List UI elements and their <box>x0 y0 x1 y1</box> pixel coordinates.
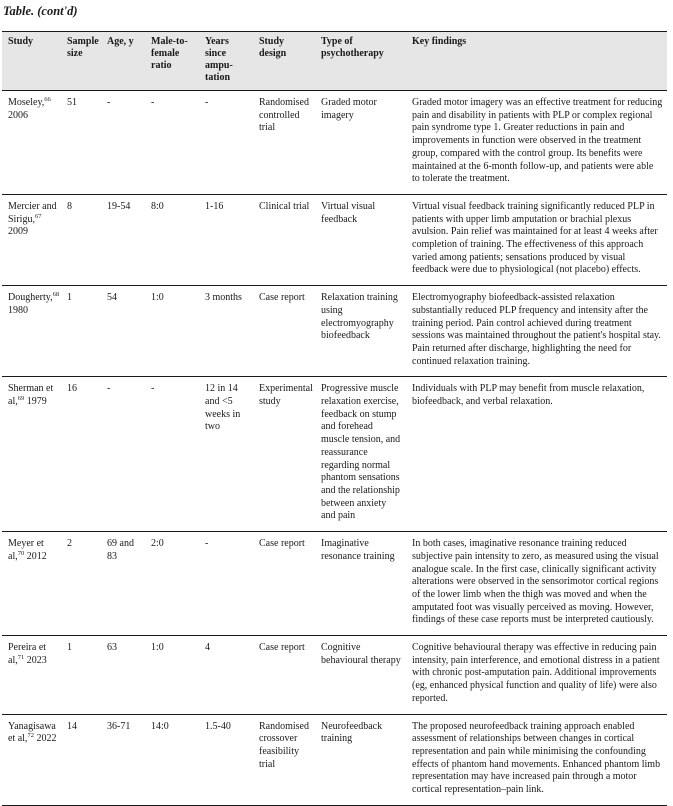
cell-ratio: 1:0 <box>145 286 199 377</box>
cell-years: - <box>199 91 253 195</box>
ref-number: 71 <box>17 653 25 661</box>
cell-therapy: Graded motor imagery <box>315 91 406 195</box>
study-year: 2009 <box>8 226 28 238</box>
study-name: Meyer et al, <box>8 538 44 562</box>
cell-age: - <box>101 377 145 532</box>
col-header-sample-size: Sample size <box>61 32 101 91</box>
cell-study <box>2 532 61 636</box>
table-row <box>2 377 667 532</box>
cell-findings: The proposed neurofeedback training approach enabled assessment of relationships between changes in cortical representation and pain while minimising the confounding effects of phantom hand movements. Enhanced phantom limb representation may have increased pain through a motor cortical representation–pain link. <box>406 714 667 805</box>
cell-sample-size: 1 <box>61 636 101 715</box>
table-row <box>2 286 667 377</box>
cell-study <box>2 286 61 377</box>
col-header-findings: Key findings <box>406 32 667 91</box>
cell-design: Case report <box>253 532 315 636</box>
table-row <box>2 636 667 715</box>
cell-sample-size: 2 <box>61 532 101 636</box>
col-header-design: Study design <box>253 32 315 91</box>
cell-findings: In both cases, imaginative resonance training reduced subjective pain intensity to zero, as measured using the visual analogue scale. In the first case, clinically significant activity alterations were observed in the sensorimotor cortical regions of the lower limb when the thigh was moved and when the amputated foot was visually perceived as moving. However, findings of these case reports must be interpreted cautiously. <box>406 532 667 636</box>
ref-number: 72 <box>27 732 34 740</box>
study-year: 2022 <box>33 733 57 745</box>
col-header-study: Study <box>2 32 61 91</box>
table-row <box>2 91 667 195</box>
cell-design: Experimental study <box>253 377 315 532</box>
cell-study <box>2 636 61 715</box>
col-header-therapy: Type of psychotherapy <box>315 32 406 91</box>
cell-therapy: Cognitive behavioural therapy <box>315 636 406 715</box>
cell-therapy: Neurofeedback training <box>315 714 406 805</box>
cell-study <box>2 194 61 285</box>
study-name: Yanagisawa et al, <box>8 720 56 745</box>
study-name: Sherman et al, <box>8 383 54 408</box>
cell-years: 1-16 <box>199 194 253 285</box>
cell-years: - <box>199 532 253 636</box>
study-year: 2006 <box>8 109 28 121</box>
study-year: 1980 <box>8 304 28 316</box>
cell-design: Clinical trial <box>253 194 315 285</box>
cell-ratio: 2:0 <box>145 532 199 636</box>
table-row <box>2 714 667 805</box>
cell-sample-size: 14 <box>61 714 101 805</box>
cell-age: 63 <box>101 636 145 715</box>
cell-ratio: 1:0 <box>145 636 199 715</box>
cell-ratio: 8:0 <box>145 194 199 285</box>
cell-ratio: - <box>145 91 199 195</box>
cell-ratio: - <box>145 377 199 532</box>
cell-years: 3 months <box>199 286 253 377</box>
cell-ratio: 14:0 <box>145 714 199 805</box>
table-caption: Table. (cont'd) <box>3 4 78 18</box>
study-name: Dougherty, <box>8 292 53 304</box>
cell-age: 19-54 <box>101 194 145 285</box>
ref-number: 66 <box>44 96 51 103</box>
cell-age: 36-71 <box>101 714 145 805</box>
col-header-age: Age, y <box>101 32 145 91</box>
ref-number: 69 <box>17 395 25 403</box>
cell-therapy: Imaginative resonance training <box>315 532 406 636</box>
study-name: Pereira et al, <box>8 642 47 666</box>
cell-findings: Cognitive behavioural therapy was effective in reducing pain intensity, pain interference, and emotional distress in a patient with chronic post-amputation pain. Additional improvements (eg, enhanced physical function and quality of life) were also reported. <box>406 636 667 715</box>
cell-findings: Virtual visual feedback training significantly reduced PLP in patients with upper limb amputation or brachial plexus avulsion. Pain relief was maintained for at least 4 weeks after completion of training. The effectiveness of this approach varied among patients; sensations produced by visual feedback were due to physiological (not placebo) effects. <box>406 194 667 285</box>
cell-therapy: Relaxation training using electromyography biofeedback <box>315 286 406 377</box>
cell-design: Randomised crossover feasibility trial <box>253 714 315 805</box>
cell-study <box>2 714 61 805</box>
header-row <box>2 32 667 91</box>
cell-therapy: Progressive muscle relaxation exercise, feedback on stump and forehead muscle tension, and reassurance regarding normal phantom sensations and the relationship between anxiety and pain <box>315 377 406 532</box>
cell-sample-size: 1 <box>61 286 101 377</box>
cell-design: Randomised controlled trial <box>253 91 315 195</box>
ref-number: 70 <box>17 549 25 557</box>
cell-findings: Electromyography biofeedback-assisted relaxation substantially reduced PLP frequency and intensity after the training period. Pain control achieved during treatment sessions was maintained throughout the patient's hospital stay. Pain returned after discharge, highlighting the need for continued relaxation training. <box>406 286 667 377</box>
cell-years: 4 <box>199 636 253 715</box>
study-year: 2023 <box>24 654 47 666</box>
study-year: 2012 <box>24 550 47 562</box>
study-year: 1979 <box>24 396 47 408</box>
cell-years: 12 in 14 and <5 weeks in two <box>199 377 253 532</box>
cell-sample-size: 16 <box>61 377 101 532</box>
cell-age: 54 <box>101 286 145 377</box>
table-row <box>2 532 667 636</box>
col-header-ratio: Male-to-female ratio <box>145 32 199 91</box>
cell-findings: Individuals with PLP may benefit from muscle relaxation, biofeedback, and verbal relaxation. <box>406 377 667 532</box>
cell-design: Case report <box>253 636 315 715</box>
cell-age: - <box>101 91 145 195</box>
cell-findings: Graded motor imagery was an effective treatment for reducing pain and disability in patients with PLP or complex regional pain syndrome type 1. Greater reductions in pain and improvements in function were observed in the treatment group, compared with the control group. Its benefits were maintained at the 6-month follow-up, and patients were able to tolerate the treatment. <box>406 91 667 195</box>
cell-therapy: Virtual visual feedback <box>315 194 406 285</box>
cell-age: 69 and 83 <box>101 532 145 636</box>
ref-number: 68 <box>52 291 60 299</box>
studies-table <box>2 31 667 806</box>
cell-design: Case report <box>253 286 315 377</box>
study-name: Mercier and Sirigu, <box>8 200 57 225</box>
study-name: Moseley, <box>8 97 45 108</box>
ref-number: 67 <box>34 212 42 220</box>
cell-study <box>2 91 61 195</box>
cell-study <box>2 377 61 532</box>
cell-years: 1.5-40 <box>199 714 253 805</box>
cell-sample-size: 51 <box>61 91 101 195</box>
cell-sample-size: 8 <box>61 194 101 285</box>
col-header-years: Years since ampu-tation <box>199 32 253 91</box>
table-row <box>2 194 667 285</box>
